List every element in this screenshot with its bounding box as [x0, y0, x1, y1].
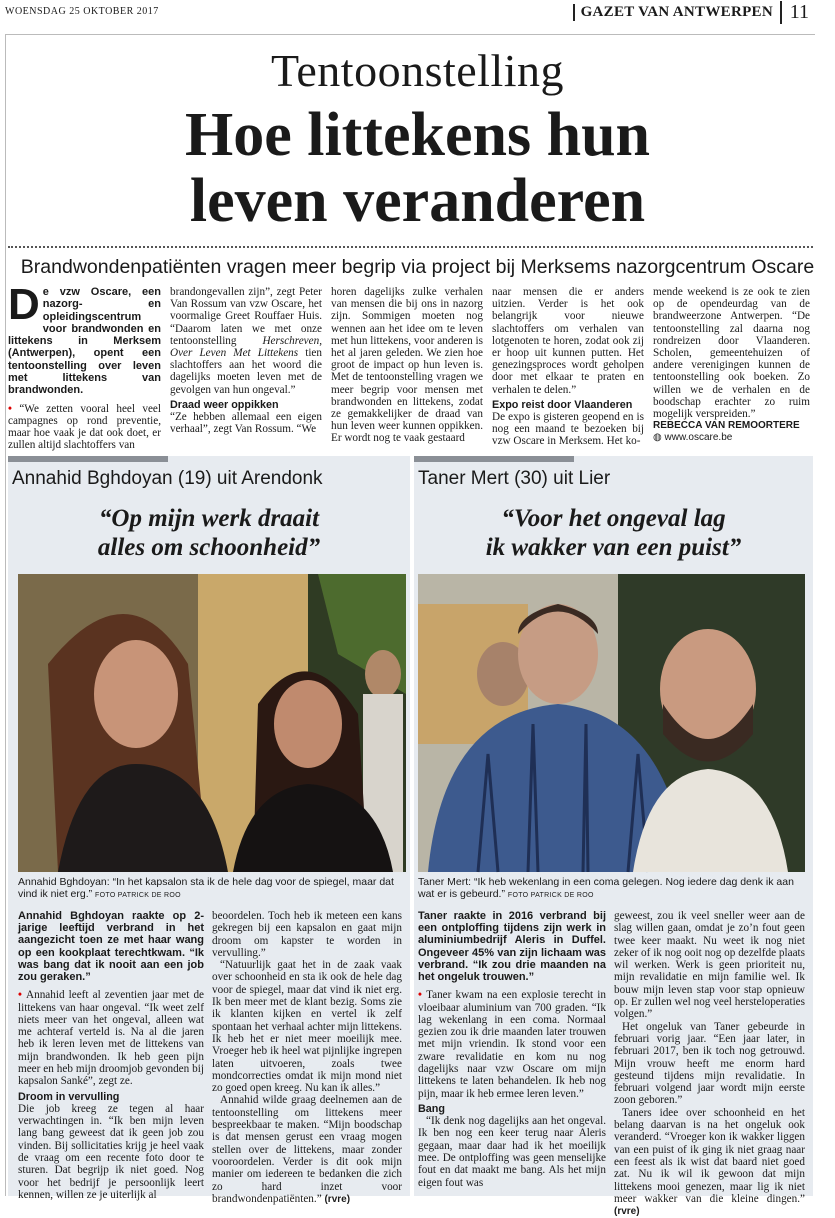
globe-icon: ◍: [653, 432, 665, 444]
article-paragraph: mende weekend is ze ook te zien op de opendeurdag van de brandweerzone Antwerpen. “De tentoonstelling zal daarna nog rondreizen door Vlaanderen. Scholen, gemeentehuizen of andere verenigingen kunnen de tentoonstelling ook boeken. Zo willen we de verhalen en de boodschap erachter zo ruim mogelijk verspreiden.”: [653, 286, 810, 421]
pull-quote: [8, 504, 410, 562]
article-column-1: [8, 280, 161, 452]
photo-caption: [418, 876, 805, 902]
article-lead: [8, 280, 161, 397]
drop-cap: D: [8, 280, 40, 329]
headline: [0, 102, 835, 234]
article-column-4: [492, 286, 644, 448]
left-profile-panel: [8, 456, 410, 1205]
paragraph-text: tien slachtoffers aan het woord die dagelijks moeten leven met de gevolgen van hun ongeval.”: [170, 347, 322, 396]
web-link[interactable]: [653, 432, 810, 444]
issue-date: WOENSDAG 25 OKTOBER 2017: [5, 6, 159, 17]
dotted-divider: [8, 246, 813, 248]
pull-quote-line-2: alles om schoonheid”: [97, 534, 321, 561]
article-paragraph: De expo is gisteren geopend en is nog een maand te bezoeken bij vzw Oscare in Merksem. Het ko-: [492, 411, 644, 448]
article-subtitle: Draad weer oppikken: [170, 398, 279, 411]
caption-text: Taner Mert: “Ik heb wekenlang in een coma gelegen. Nog iedere dag denk ik aan wat er is gebeurd.”: [418, 876, 794, 900]
article-paragraph: [170, 286, 322, 396]
paragraph-text: Taners idee over schoonheid en het belang daarvan is na het ongeluk ook veranderd. “Vroeger kon ik wakker liggen van een puist of ik ging ik niet graag naar een feest als ik wist dat baard niet goed zat. Nu ik wil ik gewoon dat mijn littekens mooi genezen, maar lig ik niet meer wakker van die kleine dingen.”: [614, 1106, 805, 1205]
bullet-icon: •: [418, 989, 427, 1002]
profile-column-2: [614, 910, 805, 1218]
main-article: [8, 280, 813, 452]
profile-paragraph: “Natuurlijk gaat het in de zaak vaak over schoonheid en sta ik ook de hele dag voor de spiegel, maar dat vind ik niet erg. Ik ben meer met de klant bezig. Soms zie ik klanten kijken en vertel ik zelf spontaan het verhaal achter mijn littekens. Ik heb het er niet meer moeilijk mee. Vroeger heb ik heel wat pijnlijke ingrepen laten uitvoeren, zoals twee mondcorrecties omdat ik mijn mond niet zo goed open kreeg. Nu kan ik alles.”: [212, 959, 402, 1095]
pull-quote-line-1: “Op mijn werk draait: [98, 505, 320, 532]
profile-paragraph: [212, 1094, 402, 1206]
profile-paragraph: Het ongeluk van Taner gebeurde in februari vorig jaar. “Een jaar later, in februari 2017, ben ik toch nog getrouwd. Mijn vrouw heeft me enorm hard gesteund tijdens mijn revalidatie. In februari volgend jaar wordt mijn eerste zoon geboren.”: [614, 1020, 805, 1107]
article-column-2: [170, 286, 322, 435]
profile-paragraph: “Ik denk nog dagelijks aan het ongeval. Ik ben nog een keer terug naar Aleris gegaan, maar daar had ik het moeilijk mee. De ontploffing was geen menselijke fout en dat maakt me bang. Als het mijn eigen fout was: [418, 1115, 606, 1189]
panel-accent-bar: [414, 456, 574, 462]
masthead: [5, 0, 815, 28]
caption-text: Annahid Bghdoyan: “In het kapsalon sta ik de hele dag voor de spiegel, maar dat vind ik niet erg.”: [18, 876, 394, 900]
exhibition-title: Herschreven, Over Leven Met Littekens: [170, 334, 322, 360]
profile-name: Annahid Bghdoyan (19) uit Arendonk: [12, 468, 323, 489]
photo-taner: [418, 574, 805, 872]
right-profile-panel: [414, 456, 813, 1218]
paragraph-text: “We zetten vooral heel veel campagnes op rond preventie, maar hoe vaak je dat ook doet, er zullen altijd slachtoffers van: [8, 402, 161, 452]
profile-paragraph: [18, 989, 204, 1087]
page-number: 11: [780, 1, 809, 24]
profile-lead: Taner raakte in 2016 verbrand bij een ontploffing tijdens zijn werk in aluminiumbedrijf Aleris in Duffel. Ongeveer 45% van zijn lichaam was verbrand. “Ik zou drie maanden na het ongeluk trouwen.”: [418, 910, 606, 984]
profile-subtitle: Bang: [418, 1102, 445, 1115]
paragraph-text: brandongevallen zijn”, zegt Peter Van Rossum van vzw Oscare, het voormalige Greet Rouffaer Huis. “Daarom laten we met onze tentoonstelling: [170, 286, 322, 347]
photo-credit: FOTO PATRICK DE ROO: [95, 892, 181, 899]
headline-line-2: leven veranderen: [189, 167, 646, 235]
bullet-icon: •: [18, 989, 27, 1002]
article-paragraph: “Ze hebben allemaal een eigen verhaal”, zegt Van Rossum. “We: [170, 411, 322, 436]
pull-quote: [414, 504, 813, 562]
author-initials: (rvre): [324, 1193, 351, 1205]
article-paragraph: [8, 403, 161, 452]
photo-annahid: [18, 574, 406, 872]
photo-caption: [18, 876, 406, 902]
profile-paragraph: beoordelen. Toch heb ik meteen een kans gekregen bij een kapsalon en gaat mijn droom om kapster te worden in vervulling.”: [212, 910, 402, 959]
web-link-text: www.oscare.be: [664, 432, 733, 444]
profile-paragraph: geweest, zou ik veel sneller weer aan de slag willen gaan, omdat je zo’n fout geen twee keer maakt. Nu weet ik nog niet zeker of ik nog ooit nog op dezelfde plaats wil werken. Werk is geen prioriteit nu, mijn revalidatie en mijn familie wel. Ik bouw mijn leven stap voor stap opnieuw op. Er zullen wel nog veel hersteloperaties volgen.”: [614, 910, 805, 1021]
profile-column-1: [418, 910, 606, 1189]
profile-lead: Annahid Bghdoyan raakte op 2-jarige leeftijd verbrand in het aangezicht toen ze met haar wang op een kookplaat terechtkwam. “Ik was bang dat ik nooit aan een job zou geraken.”: [18, 910, 204, 984]
paragraph-text: Annahid leeft al zeventien jaar met de littekens van haar ongeval. “Ik weet zelf niets meer van het ongeval, alleen wat me achteraf verteld is. Na al die jaren heb ik leren leven met de littekens van mijn brandwonden. Ik heb geen pijn meer en heb mijn droomjob gevonden bij kapsalon Sanké”, zegt ze.: [18, 989, 204, 1088]
paragraph-text: Taner kwam na een explosie terecht in vloeibaar aluminium van 700 graden. “Ik lag wekenlang in een coma. Normaal gezien zou ik drie maanden later trouwen met mijn vriendin. Ik stond voor een zware revalidatie en kom nu nog dagelijks naar vzw Oscare om mijn littekens te laten behandelen. Ik heb nog pijn, maar ik heb ermee leren leven.”: [418, 989, 606, 1100]
article-column-3: [331, 286, 483, 445]
paragraph-text: Annahid wilde graag deelnemen aan de tentoonstelling om littekens meer bespreekbaar te maken. “Mijn boodschap is dat mensen gerust een vraag mogen stellen over de littekens, maar zonder vooroordelen. Verder is dit ook mijn manier om iedereen te bedanken die zich zo hard inzet voor brandwondenpatiënten.”: [212, 1094, 402, 1205]
lead-text: e vzw Oscare, een nazorg- en opleidingscentrum voor brandwonden en littekens in Merksem (Antwerpen), opent een tentoonstelling over leven met littekens van brandwonden.: [8, 286, 161, 397]
profile-subtitle: Droom in vervulling: [18, 1090, 120, 1103]
panel-accent-bar: [8, 456, 168, 462]
profile-name: Taner Mert (30) uit Lier: [418, 468, 611, 489]
photo-illustration: [18, 574, 406, 872]
bullet-icon: •: [8, 402, 20, 415]
pull-quote-line-1: “Voor het ongeval lag: [501, 505, 726, 532]
newspaper-name: GAZET VAN ANTWERPEN: [573, 4, 773, 21]
profile-paragraph: Die job kreeg ze tegen al haar verwachtingen in. “Ik ben mijn leven lang bang geweest dat ik geen job zou vinden. Bij sollicitaties krijg je heel vaak de vraag om een recente foto door te sturen. Dat begrijp ik niet goed. Nog voor het bedrijf je persoonlijk leert kennen, willen ze je uiterlijk al: [18, 1102, 204, 1201]
photo-credit: FOTO PATRICK DE ROO: [507, 892, 594, 899]
article-column-5: [653, 286, 810, 445]
profile-column-2: [212, 910, 402, 1206]
profile-column-1: [18, 910, 204, 1201]
section-kicker: Tentoonstelling: [270, 45, 565, 96]
photo-illustration: [418, 574, 805, 872]
article-paragraph: naar mensen die er anders uitzien. Verder is het ook belangrijk voor nieuwe slachtoffers om verhalen van lotgenoten te horen, zodat ook zij er hoop uit kunnen putten. Het genezingsproces wordt geholpen door met elkaar te praten en verhalen te delen.”: [492, 286, 644, 396]
byline: REBECCA VAN REMOORTERE: [653, 420, 800, 432]
subheadline: Brandwondenpatiënten vragen meer begrip via project bij Merksems nazorgcentrum Oscare: [20, 256, 815, 278]
profile-paragraph: [418, 989, 606, 1100]
article-subtitle: Expo reist door Vlaanderen: [492, 398, 633, 411]
article-paragraph: horen dagelijks zulke verhalen van mensen die bij ons in nazorg zijn. Sommigen moeten nog wennen aan het idee om te leven met hun littekens, voor anderen is het al jaren geleden. We zien hoe groot de impact op hun leven is. Met de tentoonstelling vragen we meer begrip voor mensen met brandwonden en littekens, zodat ze gemakkelijker de draad van hun leven weer kunnen oppikken. Er wordt nog te vaak gestaard: [331, 286, 483, 445]
author-initials: (rvre): [614, 1206, 640, 1218]
pull-quote-line-2: ik wakker van een puist”: [485, 534, 742, 561]
headline-line-1: Hoe littekens hun: [184, 101, 651, 169]
profile-paragraph: [614, 1107, 805, 1218]
